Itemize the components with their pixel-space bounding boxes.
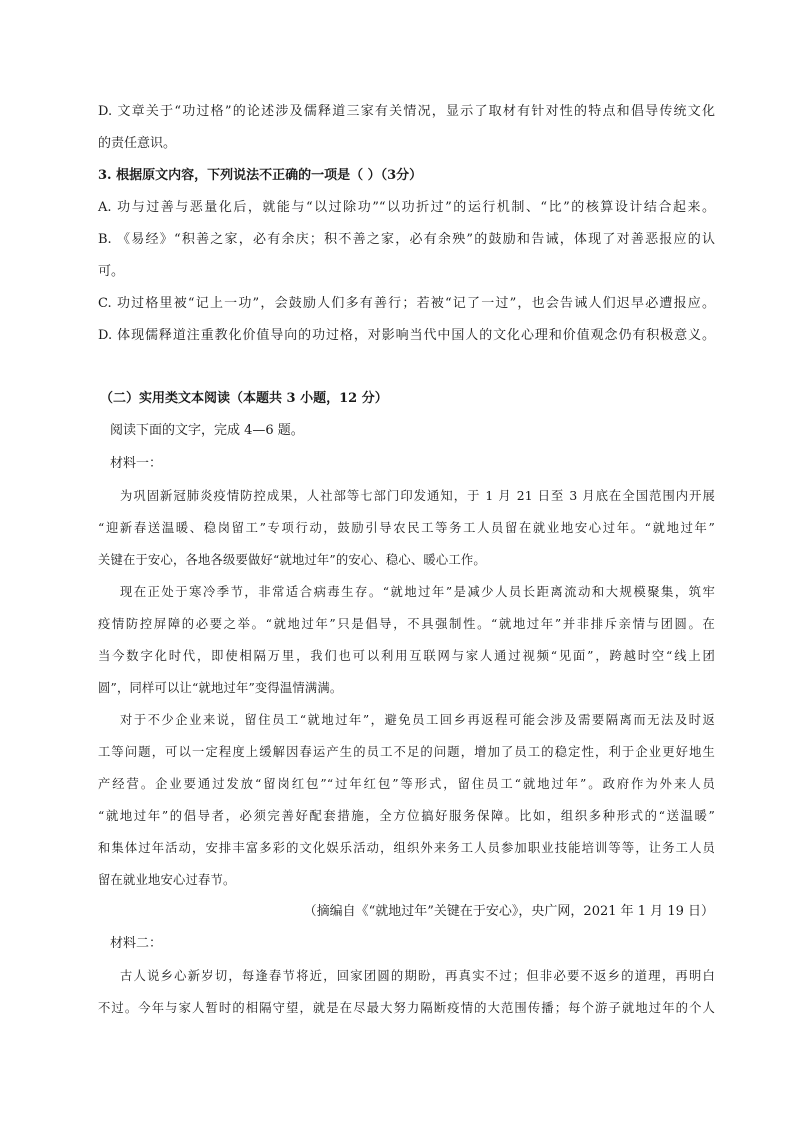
material-1-p1-line-3: 关键在于安心，各地各级要做好“就地过年”的安心、稳心、暖心工作。 <box>98 553 486 567</box>
q3-option-b-line-1: B. 《易经》“积善之家，必有余庆；积不善之家，必有余殃”的鼓励和告诫，体现了对善恶报应的认 <box>98 232 715 247</box>
material-1-source: （摘编自《“就地过年”关键在于安心》，央广网，2021 年 1 月 19 日） <box>303 904 714 919</box>
material-1-p3-line-3: 产经营。企业要通过发放“留岗红包”“过年红包”等形式，留住员工“就地过年”。政府作为外来人员 <box>98 777 715 791</box>
material-1-p3-line-5: 和集体过年活动，安排丰富多彩的文化娱乐活动，组织外来务工人员参加职业技能培训等等，让务工人员 <box>98 841 715 855</box>
q3-option-d: D. 体现儒释道注重教化价值导向的功过格，对影响当代中国人的文化心理和价值观念仍有积极意义。 <box>98 328 715 343</box>
material-1-p3-line-4: “就地过年”的倡导者，必须完善好配套措施，全方位搞好服务保障。比如，组织多种形式的“送温暖” <box>98 809 715 823</box>
material-1-p2-line-3: 当今数字化时代，即使相隔万里，我们也可以利用互联网与家人通过视频“见面”，跨越时空“线上团 <box>98 649 715 663</box>
material-1-p3-line-6: 留在就业地安心过春节。 <box>98 873 236 887</box>
material-1-p1-line-1: 为巩固新冠肺炎疫情防控成果，人社部等七部门印发通知，于 1 月 21 日至 3 月底在全国范围内开展 <box>120 489 715 503</box>
material-2-p1-line-2: 不过。今年与家人暂时的相隔守望，就是在尽最大努力隔断疫情的大范围传播；每个游子就地过年的个人 <box>98 1001 715 1015</box>
reading-instruction: 阅读下面的文字，完成 4—6 题。 <box>110 423 304 438</box>
material-1-p1-line-2: “迎新春送温暖、稳岗留工”专项行动，鼓励引导农民工等务工人员留在就业地安心过年。“就地过年” <box>98 521 715 535</box>
material-1-label: 材料一： <box>110 456 163 471</box>
material-1-p2-line-2: 疫情防控屏障的必要之举。“就地过年”只是倡导，不具强制性。“就地过年”并非排斥亲情与团圆。在 <box>98 617 715 631</box>
q3-option-b-line-2: 可。 <box>98 264 125 279</box>
material-1-p2-line-4: 圆”，同样可以让“就地过年”变得温情满满。 <box>98 681 343 695</box>
material-1-p3-line-2: 工等问题，可以一定程度上缓解因春运产生的员工不足的问题，增加了员工的稳定性，利于企业更好地生 <box>98 745 715 759</box>
material-2-label: 材料二： <box>110 936 163 951</box>
q3-option-c: C. 功过格里被“记上一功”，会鼓励人们多有善行；若被“记了一过”，也会告诫人们迟早必遭报应。 <box>98 296 715 311</box>
section-2-heading: （二）实用类文本阅读（本题共 3 小题，12 分） <box>100 391 388 406</box>
material-1-p3-line-1: 对于不少企业来说，留住员工“就地过年”，避免员工回乡再返程可能会涉及需要隔离而无法及时返 <box>120 713 715 727</box>
q3-option-a: A. 功与过善与恶量化后，就能与“以过除功”“以功折过”的运行机制、“比”的核算设计结合起来。 <box>98 200 715 215</box>
option-d-line-1: D. 文章关于“功过格”的论述涉及儒释道三家有关情况，显示了取材有针对性的特点和倡导传统文化 <box>98 104 715 119</box>
material-2-p1-line-1: 古人说乡心新岁切，每逢春节将近，回家团圆的期盼，再真实不过；但非必要不返乡的道理，再明白 <box>120 969 715 983</box>
option-d-line-2: 的责任意识。 <box>98 136 177 151</box>
question-3-title: 3. 根据原文内容，下列说法不正确的一项是（ ）（3分） <box>98 168 423 183</box>
material-1-p2-line-1: 现在正处于寒冷季节，非常适合病毒生存。“就地过年”是减少人员长距离流动和大规模聚集，筑牢 <box>120 585 715 599</box>
